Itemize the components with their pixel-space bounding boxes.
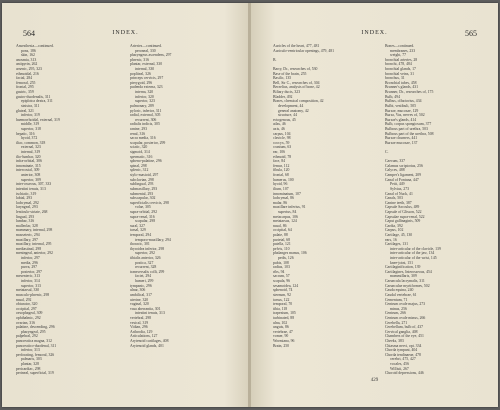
index-entry: sciatic, 320	[130, 145, 148, 150]
index-entry: middle, 319	[21, 122, 40, 127]
index-entry: spinal, 298	[130, 163, 147, 168]
index-entry: scapular, posterior, 299	[130, 140, 166, 145]
index-entry: clavicle, 98	[273, 136, 291, 141]
index-entry: Ansesthesia—continued.	[16, 44, 54, 48]
index-entry: vertebrae, 47	[273, 329, 293, 334]
index-entry: inferior, 320	[135, 94, 154, 99]
index-entry: labial, 293	[16, 196, 33, 201]
index-entry: spermatic, 316	[130, 154, 153, 159]
index-entry: Vidian, 296	[130, 325, 148, 330]
index-entry: Bulb, 494	[385, 94, 400, 99]
index-entry: bronchial glands, 17	[385, 67, 416, 72]
index-entry: parva, 297	[21, 265, 38, 270]
index-entry: obturator, 320	[16, 302, 38, 307]
index-entry: internal, 330	[135, 67, 155, 72]
index-entry: axis, 46	[273, 126, 285, 131]
index-entry: pons, 186	[21, 48, 36, 53]
index-entry: metacarpus, 106	[273, 214, 298, 219]
index-entry: palpebral, 292	[16, 334, 38, 339]
right-index-column-1	[273, 44, 378, 348]
index-entry: palate, 88	[273, 232, 288, 237]
index-entry: oesophageal, 309	[16, 311, 43, 316]
index-entry: inter-articular of the clavicle, 139	[390, 246, 441, 251]
index-entry: Barry, Dr., researches of, 530	[273, 67, 318, 72]
index-entry: frontal, 295	[16, 85, 34, 90]
index-entry: perineal, superficial, 319	[16, 371, 54, 376]
index-entry: occipital, 297	[16, 306, 37, 311]
index-entry: arsenic, 295, 323	[16, 67, 42, 72]
index-entry: Bones, chemical composition, 42	[273, 99, 324, 104]
index-entry: pancreatico-duodenal, 311	[16, 343, 57, 348]
index-entry: maxillary, 297	[16, 237, 38, 242]
index-entry: sternum, 92	[273, 292, 291, 297]
index-entry: minus, 256	[390, 306, 407, 311]
index-entry: metatarsus, 124	[273, 219, 297, 224]
index-entry: Auriculo-ventricular openings, 479, 481	[273, 48, 335, 53]
index-entry: C.	[385, 150, 389, 155]
index-entry: anosmia, 313	[16, 57, 37, 62]
index-entry: Sylvius, 273	[390, 186, 409, 191]
index-entry: ilium, 107	[273, 186, 289, 191]
index-entry: metatarsal, 330	[16, 288, 40, 293]
index-entry: thoracic, 301	[130, 242, 150, 247]
index-entry: posterior, 297	[21, 269, 42, 274]
index-entry: vasa aberrantia, 301	[130, 306, 161, 311]
index-entry: superior, 313	[21, 283, 41, 288]
index-entry: development, 44	[278, 103, 304, 108]
index-entry: vomer, 90	[273, 334, 289, 339]
index-entry: subclavian, 298	[130, 177, 154, 182]
index-entry: Berzelius, analysis of bone, 42	[273, 85, 320, 90]
index-entry: pericardiac, 298	[16, 366, 41, 371]
index-entry: ischiatic, 319	[16, 191, 37, 196]
index-entry: ethmoidal, 216	[16, 71, 39, 76]
index-entry: supra-renal, 316	[130, 214, 155, 219]
index-entry: Arteries—continued.	[130, 44, 162, 48]
index-entry: Cerebellum, bulb of, 437	[385, 325, 424, 330]
left-index-column-2	[130, 44, 235, 348]
index-entry: ribs, 94	[273, 269, 285, 274]
index-entry: ovarian, 316	[16, 320, 35, 325]
index-entry: pulmonary, 289	[130, 103, 154, 108]
index-entry: Cardia, 392	[385, 223, 403, 228]
index-entry: haemorrhoidal, external, 319	[16, 117, 60, 122]
index-entry: innominatum, 107	[273, 191, 301, 196]
index-entry: mammillaris, 309	[390, 274, 417, 279]
index-entry: Arytenoid cartilages, 408	[130, 339, 169, 343]
index-entry: laryngeal, 293	[16, 205, 38, 210]
index-entry: Bursae mucosae, 137	[385, 140, 418, 145]
index-entry: submental, 293	[130, 191, 154, 196]
index-entry: Bell, Sir C., researches of, 304	[273, 80, 320, 85]
index-entry: tympanic, 296	[130, 283, 152, 288]
index-entry: ulnar, 306	[130, 288, 146, 293]
index-entry: peroneal, 330	[135, 48, 156, 53]
index-entry: Bursae's glands, 414	[385, 117, 417, 122]
index-entry: Brunner, Dr., researches of, 175	[385, 90, 434, 95]
index-entry: infra-orbital, 306	[16, 159, 42, 164]
index-entry: face, 84	[273, 159, 286, 164]
index-entry: ilio-lumbar, 320	[16, 154, 41, 159]
index-entry: lingual, 293	[16, 214, 35, 219]
index-entry: Calamus scriptorius, 256	[385, 163, 423, 168]
index-entry: superior, 323	[135, 99, 155, 104]
index-entry: Auricles of the heart, 477, 481	[273, 44, 320, 48]
index-entry: tarsus, 122	[273, 297, 290, 302]
index-entry: palatine, descending, 296	[16, 325, 55, 330]
index-entry: Bursae, mucosae, 129	[385, 108, 419, 113]
index-entry: hyoid, 96	[273, 182, 288, 187]
index-entry: humeri, 299	[135, 279, 154, 284]
index-entry: phrenic, 316	[130, 57, 149, 62]
index-entry: musculo-phrenic, 298	[16, 292, 50, 297]
index-entry: masseteric, 294	[16, 232, 40, 237]
index-entry: faciei, 294	[135, 274, 152, 279]
index-entry: Brunner's glands, 431	[385, 85, 419, 90]
index-entry: pterygoid, 296	[130, 80, 153, 85]
index-entry: lachrymal, 86	[273, 196, 294, 201]
index-entry: Petit, 449	[390, 182, 405, 187]
index-entry: Basilic, 135	[273, 76, 292, 81]
index-entry: ears, 16	[385, 237, 397, 242]
index-entry: Camper's ligament, 209	[385, 173, 422, 178]
index-entry: Capsulae supra-renal, 522	[385, 214, 425, 219]
index-entry: trapezium, 105	[273, 311, 296, 316]
index-entry: sinistra, 311	[21, 103, 40, 108]
index-entry: hyoid, 372	[21, 136, 38, 141]
index-entry: renal, 316	[130, 131, 146, 136]
index-entry: general anatomy, 42	[278, 108, 309, 113]
index-entry: radius, 103	[273, 265, 290, 270]
index-entry: epiploica dextra, 311	[21, 99, 53, 104]
index-entry: external, 323	[21, 145, 41, 150]
index-entry: intestini tenuis, 313	[135, 311, 165, 316]
index-entry: sural, 327	[130, 223, 145, 228]
index-entry: carpus, 104	[273, 131, 291, 136]
index-entry: perforating, femoral, 326	[16, 352, 55, 357]
index-entry: Capsule of Glisson, 522	[385, 209, 422, 214]
index-entry: Centrum ovale minus, 266	[385, 315, 426, 320]
index-entry: Caruncula lacrymalis, 311	[385, 279, 425, 284]
index-entry: Canal of Fontana, 447	[385, 177, 419, 182]
index-entry: sigmoid, 314	[130, 150, 150, 155]
index-entry: Base of the brain, 255	[273, 71, 307, 76]
index-entry: Carpus, 102	[385, 228, 404, 233]
index-entry: palmaris, 303	[21, 357, 42, 362]
index-entry: Capsule Sacculus, 489	[385, 205, 420, 210]
index-entry: B.	[273, 57, 277, 62]
index-entry: inter-osseous, 307, 333	[16, 182, 52, 187]
index-entry: Bulbus, olfactorius, 434	[385, 99, 422, 104]
index-entry: plantar, external, 330	[130, 62, 163, 67]
index-entry: nasal, 86	[273, 223, 287, 228]
index-entry: tarsal, 329	[130, 228, 146, 233]
index-entry: nasal, 292	[16, 297, 32, 302]
index-entry: hepatic, 316	[16, 131, 35, 136]
index-entry: Bulbi, vestibuli, 505	[385, 103, 417, 108]
index-entry: lumbar, 316	[16, 219, 35, 224]
left-page	[2, 3, 249, 407]
index-entry: Biliary ducts, 323	[273, 90, 301, 95]
index-entry: Carunculae myrtiformes, 502	[385, 283, 430, 288]
index-entry: superior, 309	[21, 177, 41, 182]
index-entry: Caecum, 337	[385, 159, 406, 164]
index-entry: Centrum ovale majus, 273	[385, 302, 426, 307]
index-entry: ectogenous, 45	[273, 117, 296, 122]
index-entry: skin, 162	[21, 53, 35, 58]
right-page-footer: 429	[370, 378, 379, 383]
index-entry: bronchus, 31	[385, 76, 405, 81]
index-entry: Cementum, 71	[385, 297, 408, 302]
index-entry: turbinated, 88	[273, 315, 295, 320]
index-entry: femur, 112	[273, 163, 290, 168]
index-entry: radial, external, 305	[130, 113, 161, 118]
index-entry: meningeal, anterior, 292	[16, 251, 53, 256]
index-entry: inferior, 313	[21, 348, 40, 353]
index-entry: vertebral, 298	[130, 315, 152, 320]
index-entry: unguis, 86	[273, 325, 289, 330]
index-entry: malar, 86	[273, 200, 288, 205]
index-entry: parietal, 68	[273, 237, 291, 242]
left-index-column-1	[16, 44, 121, 376]
left-running-head: INDEX.	[112, 30, 139, 36]
index-entry: Bulbous part of the urethra, 508	[385, 131, 434, 136]
index-entry: submaxillary, 293	[130, 186, 158, 191]
index-entry: inter-articular of the jaw, 134	[390, 251, 435, 256]
index-entry: tibia, 118	[273, 306, 288, 311]
index-entry: plantar, 328	[21, 362, 39, 367]
index-entry: Chorda tympani, 404	[385, 348, 418, 353]
index-entry: sacra media, 316	[130, 136, 156, 141]
index-entry: Bulbous part of urethra, 503	[385, 126, 428, 131]
index-entry: scapular, 298	[135, 219, 156, 224]
index-entry: ophthalmic, 292	[16, 315, 41, 320]
index-entry: princeps cervicis, 297	[130, 76, 164, 81]
index-entry: uterine, 320	[130, 297, 149, 302]
index-entry: Canine teeth, 387	[385, 200, 412, 205]
index-entry: anterior, 308	[21, 173, 41, 178]
right-page-number: 565	[465, 29, 477, 38]
index-entry: Canals, 503	[385, 196, 403, 201]
index-entry: ethmoid, 78	[273, 154, 292, 159]
index-entry: Arytenoid glands, 401	[130, 343, 164, 348]
index-entry: supra-orbital, 292	[130, 209, 157, 214]
index-entry: innominate, 315	[16, 163, 41, 168]
index-entry: Cauda equina, 240	[385, 288, 414, 293]
index-entry: Cartilagines, Interosseous, 454	[385, 269, 432, 274]
index-entry: splenic, 312	[130, 168, 149, 173]
index-entry: facial, 284	[16, 76, 33, 81]
index-entry: temporal, 70	[273, 302, 293, 307]
index-entry: iliac, common, 318	[16, 140, 46, 145]
right-index-column-2	[385, 44, 490, 376]
index-entry: pudenda externa, 323	[130, 85, 163, 90]
index-entry: media, 296	[21, 260, 38, 265]
index-entry: frontal, 68	[273, 173, 289, 178]
index-entry: Centrum, 266	[385, 311, 406, 316]
index-entry: transversalis colli, 299	[130, 269, 165, 274]
index-entry: superior, 292	[135, 251, 155, 256]
index-entry: maxillary, internal, 295	[16, 242, 52, 247]
index-entry: Bones—continued.	[385, 44, 415, 48]
index-entry: intestini tenuis, 313	[16, 186, 46, 191]
index-entry: Choroid depressions, 446	[385, 371, 424, 376]
index-entry: stylo-mastoid, 297	[130, 173, 159, 178]
index-entry: Chiasma nervi, opt. 334	[385, 343, 422, 348]
index-entry: lenticulo-striate, 268	[16, 209, 48, 214]
index-entry: superior, 318	[21, 126, 41, 131]
index-entry: Cheeks, 383	[385, 339, 404, 343]
left-page-header	[2, 30, 249, 40]
index-entry: interna, 320	[135, 90, 154, 95]
index-entry: Bulb, corpus spongiosum, 377	[385, 122, 432, 127]
index-entry: radialis indicis, 305	[130, 122, 160, 127]
index-entry: Bladder, 492	[273, 94, 293, 99]
index-entry: Arthrodia, 129	[130, 329, 153, 334]
index-entry: mediastinal, 298	[16, 246, 42, 251]
index-entry: scapula, 96	[273, 279, 291, 284]
index-entry: popliteal, 326	[130, 71, 151, 76]
index-entry: Cervical ganglia, 408	[385, 329, 418, 334]
index-entry: humerus, 100	[273, 177, 294, 182]
index-entry: tibialis anterior, 326	[130, 256, 161, 261]
index-entry: antipyrin, 262	[16, 62, 38, 67]
index-entry: phalanges manus, 106	[273, 251, 307, 256]
index-entry: superficialis cervicis, 298	[130, 200, 169, 205]
index-entry: superius, 84	[278, 209, 297, 214]
right-page-header	[251, 30, 498, 40]
index-entry: bronchial veins, 31	[385, 71, 414, 76]
index-entry: sesamoidea, 124	[273, 283, 299, 288]
index-entry: pubis, 108	[273, 260, 289, 265]
index-entry: maxillare inferius, 91	[273, 205, 306, 210]
index-entry: internal, 319	[21, 150, 41, 155]
index-entry: Willisii, 267	[390, 366, 409, 371]
index-entry: mammary, internal, 298	[16, 228, 53, 233]
index-entry: Canal of Nuck, 41	[385, 191, 413, 196]
index-entry: Brain, 250	[273, 343, 290, 348]
index-entry: ear, 106	[273, 150, 286, 155]
index-entry: pharyngeal, 295	[21, 329, 46, 334]
index-entry: recurrent, 328	[135, 265, 157, 270]
index-entry: recurrent, 306	[135, 117, 157, 122]
index-entry: knee-joint, 151	[390, 260, 413, 265]
index-entry: vesical, 319	[130, 320, 149, 325]
index-entry: atlas, 46	[273, 122, 286, 127]
index-entry: Articulations, 127	[130, 334, 158, 339]
index-entry: Chambers of the eye, 451	[385, 334, 424, 339]
index-entry: vocales, 456	[390, 362, 409, 367]
index-entry: occipital, 64	[273, 228, 292, 233]
index-entry: cranium, 63	[273, 145, 292, 150]
index-entry: volae, 305	[135, 205, 151, 210]
index-entry: fibula, 120	[273, 168, 290, 173]
index-entry: Caudal vertebrae, 61	[385, 292, 417, 297]
index-entry: subscapular, 302	[130, 196, 156, 201]
index-entry: gluteal, 321	[16, 108, 34, 113]
index-entry: inferior, 314	[21, 279, 40, 284]
index-entry: Chorda tendinaeae, 478	[385, 352, 421, 357]
index-entry: vaginal, 320	[130, 302, 149, 307]
index-entry: Cartilage, 45, 130	[385, 232, 413, 237]
left-page-number: 564	[23, 29, 35, 38]
index-entry: Cerebella, 271	[385, 320, 408, 325]
index-entry: Bursae churners, 441	[385, 136, 418, 141]
index-entry: temporo-maxillary, 294	[135, 237, 171, 242]
index-entry: gastric, 359	[16, 90, 34, 95]
index-entry: inferior, 319	[21, 113, 40, 118]
index-entry: Wormiana, 96	[273, 339, 295, 343]
index-entry: membranes, 233	[390, 48, 416, 53]
index-entry: ranine, 293	[130, 126, 148, 131]
index-entry: pyloric, inferior, 311	[130, 108, 162, 113]
index-entry: sublingual, 293	[130, 182, 154, 187]
index-entry: Calyces, 488	[385, 168, 405, 173]
index-entry: ulna, 102	[273, 320, 288, 325]
index-entry: bronchi, 478, 484	[385, 62, 412, 67]
index-entry: umbilical, 317	[130, 292, 152, 297]
index-entry: temporal, 294	[130, 232, 152, 237]
index-entry: intercostal, 309	[16, 168, 40, 173]
index-entry: sacrum, 57	[273, 274, 290, 279]
index-entry: Bronchial tubes, 458	[385, 80, 417, 85]
index-entry: weight, 77	[390, 53, 407, 58]
index-entry: Cartilaginification, 139	[385, 265, 421, 270]
index-entry: Cartilages, 131	[385, 242, 408, 247]
index-entry: lachrymal, 292	[16, 200, 39, 205]
index-entry: sphenoid, 74	[273, 288, 293, 293]
index-entry: postica, 327	[135, 260, 154, 265]
book-spread	[2, 3, 498, 407]
index-entry: coccyx, 59	[273, 140, 290, 145]
index-entry: inter-articular of the wrist, 145	[390, 256, 437, 261]
index-entry: cerebri, 475, 427	[390, 357, 416, 362]
index-entry: femoral, 255	[16, 80, 36, 85]
index-entry: structure, 44	[278, 113, 297, 118]
index-entry: thyroidea inferior, 298	[130, 246, 165, 251]
right-page	[251, 3, 498, 407]
index-entry: bronchial arteries, 28	[385, 57, 418, 62]
index-entry: patella, 121	[273, 242, 291, 247]
index-entry: pelvis, 110	[273, 246, 290, 251]
index-entry: pharyngeus ascendens, 297	[130, 53, 172, 58]
index-entry: gastro-duodenalis, 311	[16, 94, 51, 99]
right-running-head: INDEX.	[361, 30, 388, 36]
index-entry: spheno-palatine, 296	[130, 159, 162, 164]
index-entry: pedis, 126	[278, 256, 294, 261]
index-entry: pancreatica magna, 312	[16, 339, 52, 343]
index-entry: inferior, 297	[21, 256, 40, 261]
index-entry: malleolar, 328	[16, 223, 38, 228]
index-entry: Caput gallinaginis, 509	[385, 219, 421, 224]
index-entry: Bursa, Vas, nerves of, 502	[385, 113, 425, 118]
index-entry: mesenteric, 313	[16, 274, 41, 279]
